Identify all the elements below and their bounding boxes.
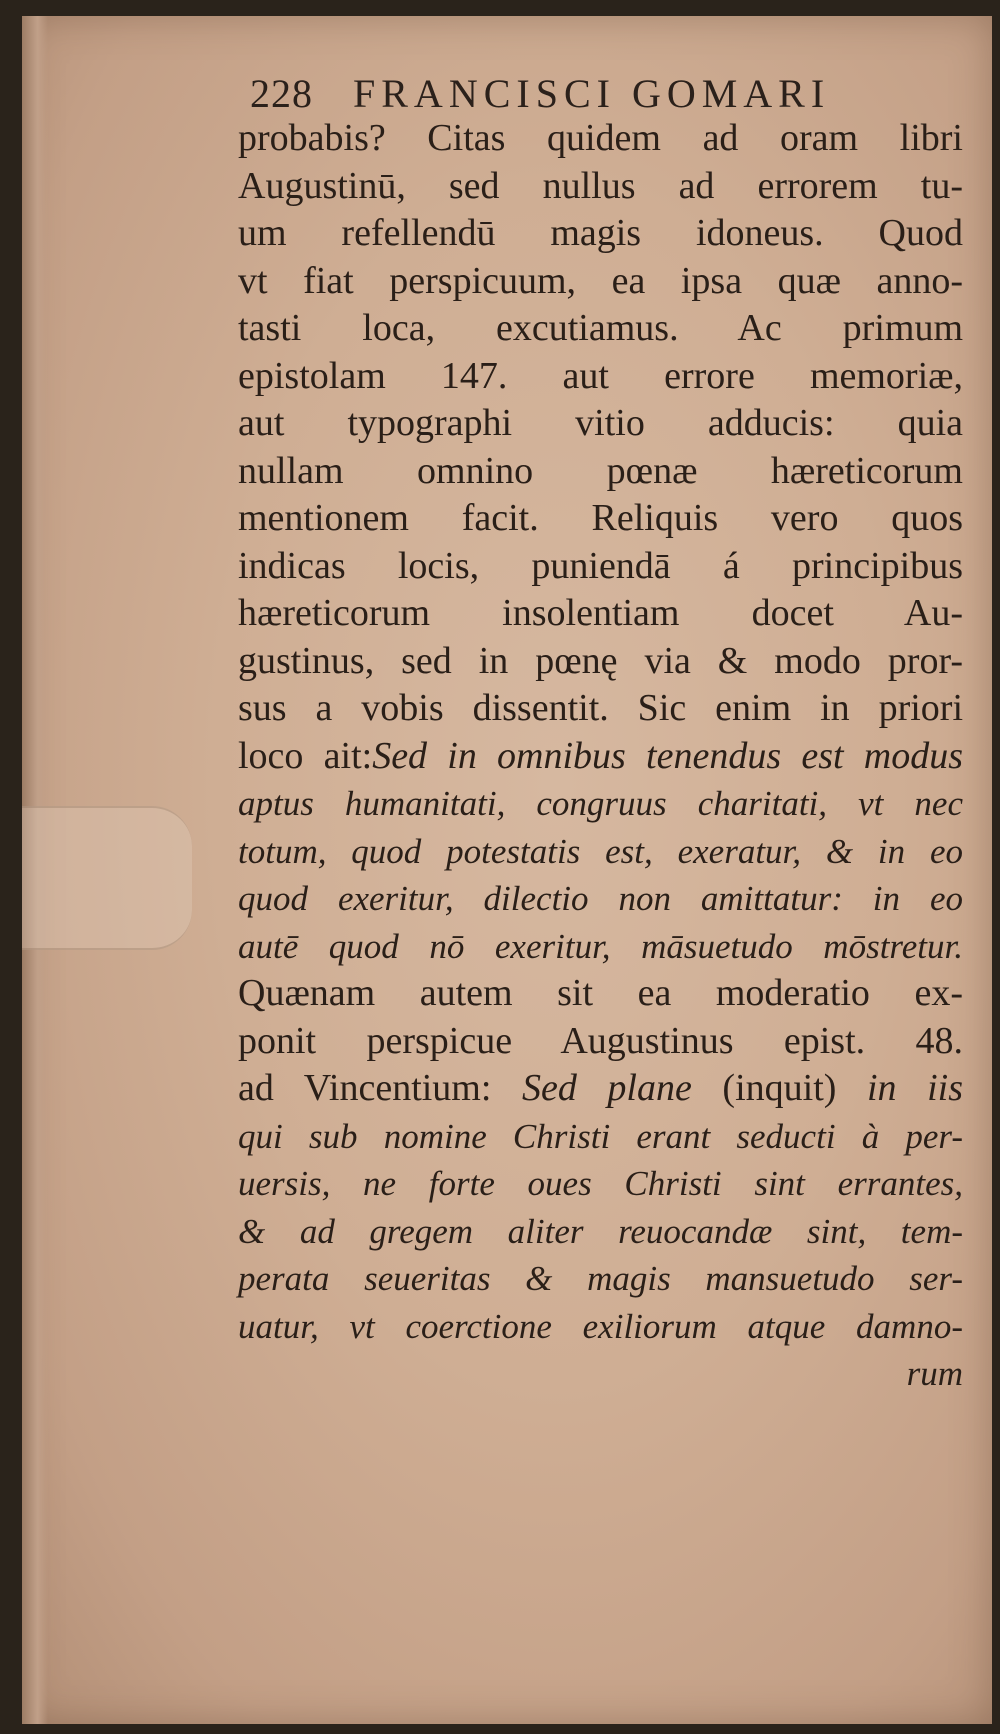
quotation-line: & ad gregem aliter reuocandæ sint, tem- — [238, 1211, 963, 1251]
running-head — [250, 70, 930, 117]
text-line: tasti loca, excutiamus. Ac primum — [238, 307, 963, 349]
text-line: hæreticorum insolentiam docet Au- — [238, 592, 963, 634]
text-line: ad Vincentium: Sed plane (inquit) in iis — [238, 1067, 963, 1109]
quotation-line: quod exeritur, dilectio non amittatur: in eo — [238, 879, 963, 918]
quotation-line: perata seueritas & magis mansuetudo ser- — [238, 1259, 963, 1298]
text-line: ponit perspicue Augustinus epist. 48. — [238, 1019, 963, 1062]
text-line: loco ait:Sed in omnibus tenendus est modus — [238, 734, 964, 777]
quotation-text: Sed plane — [522, 1067, 692, 1109]
quotation-text: in iis — [866, 1067, 963, 1109]
quotation-text: Sed in omnibus tenendus est modus — [372, 734, 964, 777]
quotation-line: totum, quod potestatis est, exeratur, & in eo — [238, 831, 963, 871]
text-line: gustinus, sed in pœnę via & modo pror- — [238, 639, 963, 682]
text-line: Quænam autem sit ea moderatio ex- — [238, 972, 963, 1014]
text-line: epistolam 147. aut errore memoriæ, — [238, 354, 963, 397]
text-line: mentionem facit. Reliquis vero quos — [238, 497, 963, 539]
quotation-line: autē quod nō exeritur, māsuetudo mōstretur. — [238, 926, 963, 966]
text-line: nullam omnino pœnæ hæreticorum — [238, 449, 963, 492]
text-line: Augustinū, sed nullus ad errorem tu- — [238, 164, 963, 207]
body-text — [238, 115, 963, 1398]
text-line: indicas locis, puniendā á principibus — [238, 544, 963, 587]
text-line: probabis? Citas quidem ad oram libri — [238, 117, 963, 159]
text-line: sus a vobis dissentit. Sic enim in priori — [238, 687, 963, 729]
text-line: um refellendū magis idoneus. Quod — [238, 212, 963, 254]
quotation-line: aptus humanitati, congruus charitati, vt nec — [238, 784, 963, 823]
quotation-line: qui sub nomine Christi erant seducti à per- — [238, 1116, 963, 1156]
quotation-line: uersis, ne forte oues Christi sint errantes, — [238, 1164, 963, 1203]
quotation-line: uatur, vt coerctione exiliorum atque damno- — [238, 1306, 963, 1346]
text-line: aut typographi vitio adducis: quia — [238, 402, 963, 444]
text-line: vt fiat perspicuum, ea ipsa quæ anno- — [238, 259, 963, 302]
running-head-title: FRANCISCI GOMARI — [353, 71, 831, 116]
page-clip-mark — [22, 806, 192, 950]
page-number: 228 — [250, 71, 313, 116]
catchword: rum — [906, 1354, 963, 1393]
